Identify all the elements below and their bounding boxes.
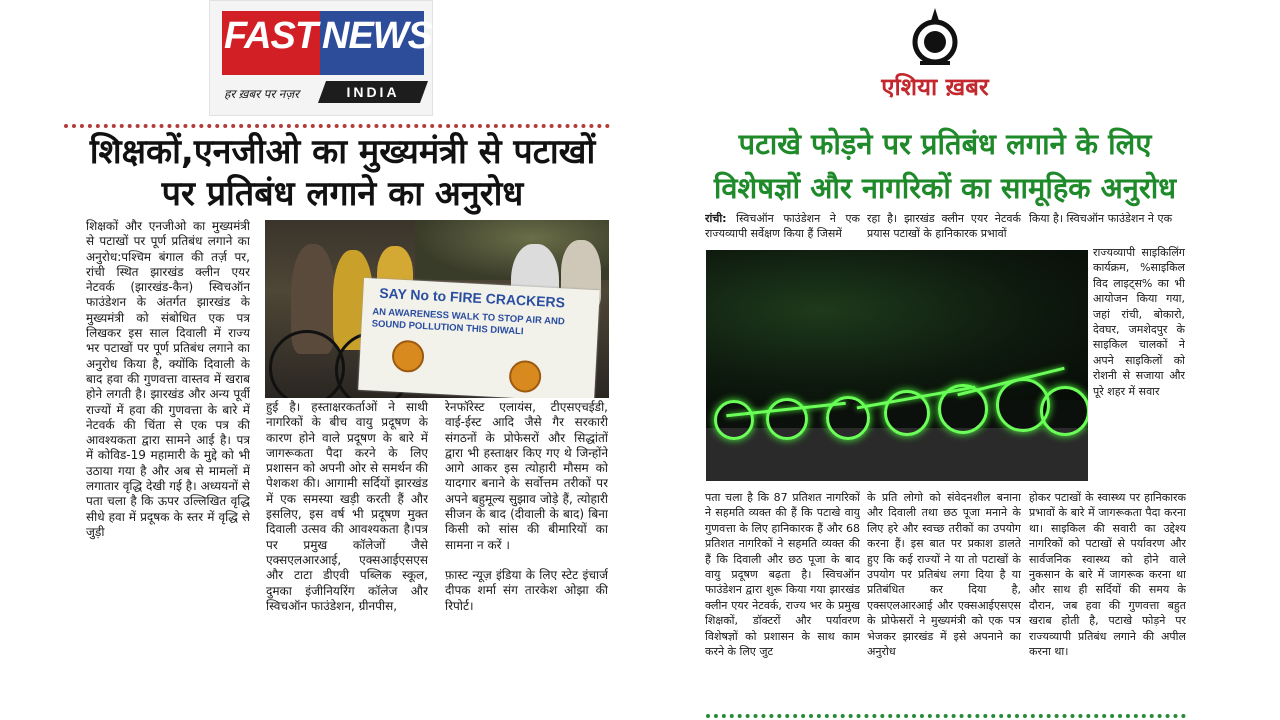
left-headline-line1: शिक्षकों,एनजीओ का मुख्यमंत्री से पटाखों: [89, 132, 596, 172]
right-article-column-1: पता चला है कि 87 प्रतिशत नागरिकों ने सहमति व्यक्त की हैं कि पटाखे वायु गुणवत्ता के लिए हानिकारक हैं और 68 प्रतिशत नागरिकों ने सहमति व्यक्त की हैं कि दिवाली और छठ पूजा के बाद वायु प्रदूषण बढ़ता है। स्विचऑन फाउंडेशन द्वारा शुरू किया गया झारखंड क्लीन एयर नेटवर्क, राज्य भर के प्रमुख शिक्षकों, डॉक्टरों और पर्यावरण विशेषज्ञों को प्रशासन के साथ काम करने के लिए जुट: [705, 491, 860, 659]
left-headline-line2: पर प्रतिबंध लगाने का अनुरोध: [161, 174, 524, 214]
photo-road: [706, 428, 1088, 481]
right-column-3-top: किया है। स्विचऑन फाउंडेशन ने एक: [1029, 212, 1173, 225]
glowing-wheel: [766, 398, 808, 440]
diya-icon: [508, 360, 542, 394]
left-column-3-text: रेनफॉरेस्ट एलायंस, टीएसएचईडी, वाई-ईस्ट आदि जैसे गैर सरकारी संगठनों के प्रोफेसरों और सिद्धांतों द्वारा भी हस्ताक्षर किए गए थे जिन्होंने आगे आकर इस त्योहारी मौसम को यादगार बनाने के सर्वोत्तम तरीकों पर अपने बहुमूल्य सुझाव जोड़े हैं, त्योहारी सीजन के बाद (दीवाली के बाद) बिना किसी को सांस की बीमारियों का सामना न करें ।: [445, 400, 608, 552]
banner-title: SAY No to FIRE CRACKERS: [378, 284, 566, 311]
dateline: रांची:: [705, 212, 727, 225]
logo-tagline: हर ख़बर पर नज़र: [224, 87, 300, 101]
fast-news-logo: [209, 0, 433, 116]
dotted-divider: [64, 124, 610, 128]
right-column-3-side: राज्यव्यापी साइकिलिंग कार्यक्रम, %साइकिल विद लाइट्स% का भी आयोजन किया गया, जहां रांची, बोकारो, देवघर, जमशेदपुर के साइकिल चालकों ने अपने साइकिलों को रोशनी से सजाया और पूरे शहर में सवार: [1093, 246, 1185, 398]
right-column-2-top: रहा है। झारखंड क्लीन एयर नेटवर्क प्रयास पटाखों के हानिकारक प्रभावों: [867, 212, 1021, 241]
logo-country-plate: [318, 81, 428, 103]
left-article-column-3: [445, 400, 608, 718]
glowing-wheel: [714, 400, 754, 440]
protest-banner: [358, 278, 600, 398]
left-article-column-2: हुई है। हस्ताक्षरकर्ताओं ने साथी नागरिकों के बीच वायु प्रदूषण के कारण होने वाले प्रदूषण के बारे में जागरूकता पैदा करने के लिए प्रशासन को अपनी ओर से समर्थन की पेशकश की। आगामी सर्दियों झारखंड में एक समस्या खड़ी करती हैं और इसलिए, इस वर्ष भी प्रदूषण मुक्त दिवाली उत्सव की आवश्यकता है।पत्र पर प्रमुख कॉलेजों जैसे एक्सएलआरआई, एक्सआईएसएस और टाटा डीएवी पब्लिक स्कूल, दुमका इंजीनियरिंग कॉलेज और स्विचऑन फाउंडेशन, ग्रीनपीस,: [266, 400, 428, 613]
diya-icon: [391, 339, 425, 373]
glowing-wheel: [1040, 386, 1088, 436]
right-news-photo: [706, 250, 1088, 481]
logo-word-news: NEWS: [322, 15, 432, 57]
right-headline-line2: विशेषज्ञों और नागरिकों का सामूहिक अनुरोध: [713, 171, 1177, 205]
right-article-column-3: होकर पटाखों के स्वास्थ्य पर हानिकारक प्रभावों के बारे में जागरूकता पैदा करना था। साइकिल की सवारी का उद्देश्य नागरिकों को पटाखों से पर्यावरण और सार्वजनिक स्वास्थ्य को होने वाले नुकसान के बारे में जागरूक करना था और साथ ही सर्दियों की समय के दौरान, जब हवा की गुणवत्ता बहुत खराब होती है, पटाखे फोड़ने पर राज्यव्यापी प्रतिबंध लगाने की अपील करना था।: [1029, 491, 1186, 659]
asia-khabar-name: एशिया ख़बर: [881, 73, 989, 101]
right-article-column-2: के प्रति लोगो को संवेदनशील बनाना और दिवाली तथा छठ पूजा मनाने के लिए हरे और स्वच्छ तरीकों का उपयोग करना हैं। इस बात पर प्रकाश डालते हुए कि कई राज्यों ने या तो पटाखों के उपयोग पर प्रतिबंध लगा दिया है या प्रतिबंधित कर दिया है, एक्सएलआरआई और एक्सआईएसएस के प्रोफेसरों ने मुख्यमंत्री को एक पत्र भेजकर झारखंड में इसे अपनाने का अनुरोध: [867, 491, 1021, 659]
bottom-divider: [706, 714, 1186, 718]
right-headline-line1: पटाखे फोड़ने पर प्रतिबंध लगाने के लिए: [738, 127, 1152, 161]
banner-subtitle: AN AWARENESS WALK TO STOP AIR AND SOUND POLLUTION THIS DIWALI: [371, 306, 566, 338]
left-article-column-1: शिक्षकों और एनजीओ का मुख्यमंत्री से पटाखों पर पूर्ण प्रतिबंध लगाने का अनुरोध:पश्चिम बंगाल की तर्ज़ पर, रांची स्थित झारखंड क्लीन एयर नेटवर्क (झारखंड-कैन) स्विचऑन फाउंडेशन के अंतर्गत झारखंड के मुख्यमंत्री को संबोधित एक पत्र लिखकर इस साल दिवाली में राज्य भर पटाखों पर पूर्ण प्रतिबंध लगाने का अनुरोध किया है, क्योंकि दिवाली के बाद हवा की गुणवत्ता वास्तव में खराब होने लगती है। झारखंड और अन्य पूर्वी राज्यों में हवा की गुणवत्ता के बारे में नेटवर्क की चिंता से एक पत्र की आवश्यकता द्वारा सामने आई है। पत्र में कोविड-19 महामारी के मुद्दे को भी उठाया गया है और अब से मामलों में लगातार वृद्धि देखी गई है। अध्ययनों से पता चला है कि ऊपर उल्लिखित वृद्धि सीधे हवा में प्रदूषक के स्तर में वृद्धि से जुड़ी: [86, 219, 250, 539]
left-report-credit: फ़ास्ट न्यूज़ इंडिया के लिए स्टेट इंचार्ज दीपक शर्मा संग तारकेश ओझा की रिपोर्ट।: [445, 567, 608, 613]
logo-word-fast: FAST: [224, 15, 318, 57]
right-column-1-top: [705, 211, 860, 245]
asia-khabar-logo-icon: [900, 6, 970, 68]
right-column-1-top-text: स्विचऑन फाउंडेशन ने एक राज्यव्यापी सर्वेक्षण किया हैं जिसमें: [705, 212, 860, 241]
logo-country: INDIA: [346, 84, 400, 100]
left-news-photo: [265, 220, 609, 398]
bicycle-wheel: [269, 330, 345, 398]
